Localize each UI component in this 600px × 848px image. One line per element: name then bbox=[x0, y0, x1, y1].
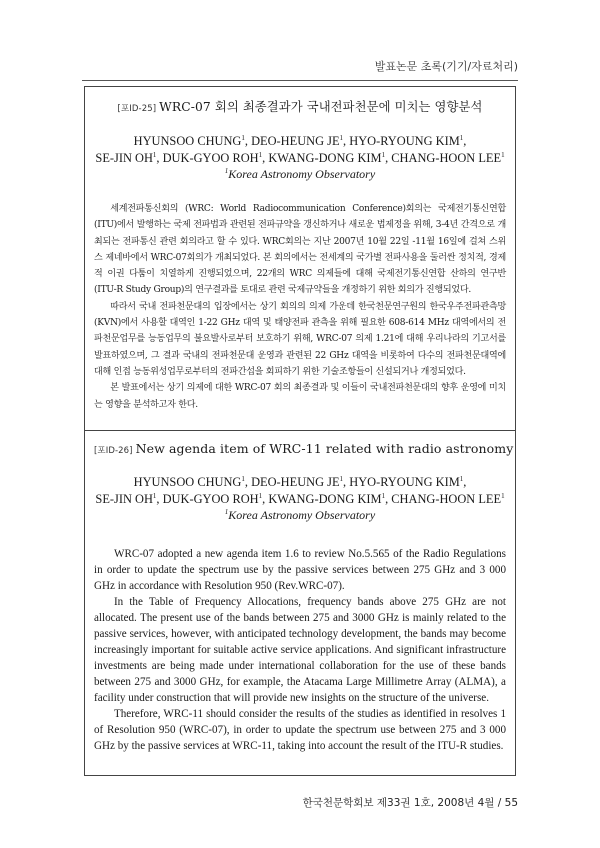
author-name: DUK-GYOO ROH bbox=[162, 492, 259, 506]
author-separator: , bbox=[385, 151, 392, 165]
affiliation-marker: 1 bbox=[339, 474, 344, 483]
author-name: DUK-GYOO ROH bbox=[162, 151, 259, 165]
abstract-title-text: WRC-07 회의 최종결과가 국내전파천문에 미치는 영향분석 bbox=[159, 100, 483, 114]
author-name: CHANG-HOON LEE bbox=[391, 492, 502, 506]
author-list bbox=[94, 474, 506, 508]
author-name: HYUNSOO CHUNG bbox=[133, 134, 242, 148]
affiliation-marker: 1 bbox=[459, 133, 464, 142]
author-name: DEO-HEUNG JE bbox=[251, 134, 340, 148]
abstract-body bbox=[94, 546, 506, 754]
section-category: 발표논문 초록(기기/자료처리) bbox=[374, 60, 518, 73]
affiliation-text: Korea Astronomy Observatory bbox=[228, 508, 376, 522]
abstract-title bbox=[94, 97, 506, 115]
affiliation-marker: 1 bbox=[258, 491, 263, 500]
author-name: KWANG-DONG KIM bbox=[268, 492, 382, 506]
author-name: HYUNSOO CHUNG bbox=[133, 475, 242, 489]
affiliation-marker: 1 bbox=[241, 474, 245, 483]
author-line bbox=[94, 491, 506, 508]
author-separator: , bbox=[463, 475, 467, 489]
author-separator: , bbox=[343, 134, 350, 148]
author-name: HYO-RYOUNG KIM bbox=[349, 475, 460, 489]
abstract-box bbox=[84, 430, 516, 776]
affiliation-marker: 1 bbox=[381, 150, 386, 159]
author-separator: , bbox=[244, 475, 252, 489]
abstract-paragraph: 본 발표에서는 상기 의제에 대한 WRC-07 회의 최종결과 및 이들이 국내전파천문대의 향후 운영에 미치는 영향을 분석하고자 한다. bbox=[94, 383, 506, 410]
affiliation-marker: 1 bbox=[241, 133, 245, 142]
abstract-paragraph: WRC-07 adopted a new agenda item 1.6 to review No.5.565 of the Radio Regulations in order to update the spectrum use by the passive services between 275 GHz and 3 000 GHz in accordance with Resolution 950 (Rev.WRC-07). bbox=[94, 548, 506, 592]
affiliation-marker: 1 bbox=[152, 150, 157, 159]
author-name: KWANG-DONG KIM bbox=[268, 151, 382, 165]
author-name: CHANG-HOON LEE bbox=[391, 151, 502, 165]
author-separator: , bbox=[385, 492, 392, 506]
abstract-tag: [포ID-26] bbox=[94, 446, 133, 456]
abstract-title-text: New agenda item of WRC-11 related with radio astronomy bbox=[135, 441, 514, 456]
page-footer bbox=[303, 795, 518, 810]
abstract-box bbox=[84, 86, 516, 430]
affiliation-marker: 1 bbox=[258, 150, 263, 159]
abstract-paragraph: Therefore, WRC-11 should consider the results of the studies as identified in resolves 1 of Resolution 950 (WRC-07), in order to update the spectrum use between 275 and 3 000 GHz by the passive services at WRC-11, taking into account the result of the ITU-R studies. bbox=[94, 708, 506, 752]
affiliation-marker: 1 bbox=[339, 133, 344, 142]
author-line bbox=[94, 150, 506, 167]
author-separator: , bbox=[343, 475, 350, 489]
author-list bbox=[94, 133, 506, 167]
author-separator: , bbox=[244, 134, 252, 148]
affiliation-marker: 1 bbox=[152, 491, 157, 500]
affiliation-marker: 1 bbox=[501, 491, 505, 500]
section-header bbox=[0, 58, 600, 74]
author-line bbox=[94, 133, 506, 150]
header-rule bbox=[82, 80, 518, 81]
affiliation-marker: 1 bbox=[381, 491, 386, 500]
abstract-paragraph: 따라서 국내 전파천문대의 입장에서는 상기 회의의 의제 가운데 한국천문연구원의 한국우주전파관측망(KVN)에서 사용할 대역인 1-22 GHz 대역 및 태양전파 관측을 위해 필요한 608-614 MHz 대역에서의 전파천문업무를 능동업무의 불요발사로부터 보호하기 위해, WRC-07 의제 1.21에 대해 우리나라의 기고서를 발표하였으며, 그 결과 국내의 전파천문대 운영과 관련된 22 GHz 대역을 비롯하여 다수의 전파천문대역에 대해 인접 능동위성업무로부터의 전파간섭을 회피하기 위한 기술조항들이 신설되거나 개정되었다. bbox=[94, 301, 506, 377]
author-separator: , bbox=[262, 492, 269, 506]
author-separator: , bbox=[156, 492, 163, 506]
abstract-body bbox=[94, 201, 506, 413]
journal-citation: 한국천문학회보 제33권 1호, 2008년 4월 / 55 bbox=[302, 797, 518, 809]
abstract-tag: [포ID-25] bbox=[117, 104, 157, 114]
author-separator: , bbox=[262, 151, 269, 165]
affiliation bbox=[94, 508, 506, 522]
affiliation-marker: 1 bbox=[224, 167, 229, 175]
affiliation-text: Korea Astronomy Observatory bbox=[228, 167, 376, 181]
author-separator: , bbox=[156, 151, 163, 165]
author-name: DEO-HEUNG JE bbox=[251, 475, 340, 489]
affiliation-marker: 1 bbox=[501, 150, 505, 159]
author-line bbox=[94, 474, 506, 491]
author-name: SE-JIN OH bbox=[95, 492, 153, 506]
affiliation-marker: 1 bbox=[224, 508, 229, 516]
affiliation-marker: 1 bbox=[459, 474, 464, 483]
abstract-paragraph: 세계전파통신회의 (WRC: World Radiocommunication Conference)회의는 국제전기통신연합 (ITU)에서 발행하는 국제 전파법과 관련된 전파규약을 갱신하거나 새로운 법제정을 위해, 3-4년 간격으로 개최되는 전파통신 관련 회의라고 할 수 있다. WRC회의는 지난 2007년 10월 22일 -11월 16일에 걸쳐 스위스 제네바에서 WRC-07회의가 개최되었다. 본 회의에서는 전세계의 국가별 전파사용을 둘러싼 정치적, 경제적 이권 다툼이 치열하게 진행되었으며, 22개의 WRC 의제들에 대해 국제전기통신연합 산하의 연구반 (ITU-R Study Group)의 연구결과를 토대로 관련 국제규약들을 개정하기 위한 회의가 진행되었다. bbox=[94, 204, 506, 296]
abstract-paragraph: In the Table of Frequency Allocations, frequency bands above 275 GHz are not allocated. The present use of the bands between 275 and 3000 GHz is mainly related to the passive services, however, with anticipated technology development, the bands may become increasingly important for suitable active service applications. And significant infrastructure investments are being made under international collaboration for the use of these bands between 275 and 3000 GHz, for example, the Atacama Large Millimetre Array (ALMA), a facility under construction that will provide new insights on the structure of the universe. bbox=[94, 596, 506, 704]
abstract-title bbox=[94, 441, 514, 456]
affiliation bbox=[94, 167, 506, 181]
author-name: SE-JIN OH bbox=[95, 151, 153, 165]
author-name: HYO-RYOUNG KIM bbox=[349, 134, 460, 148]
author-separator: , bbox=[463, 134, 467, 148]
